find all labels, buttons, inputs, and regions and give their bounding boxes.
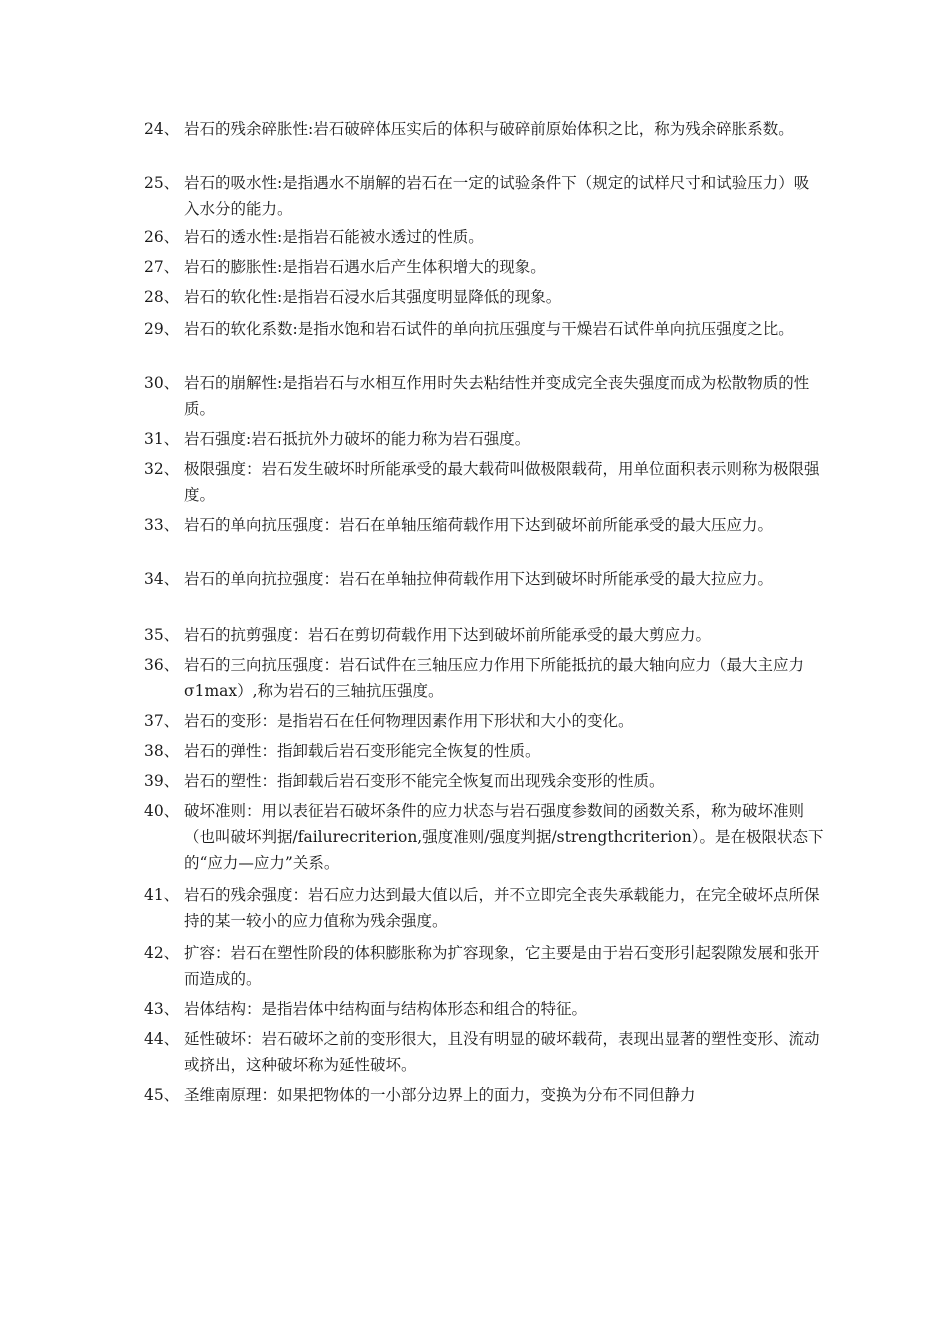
item-text: 岩石强度:岩石抵抗外力破坏的能力称为岩石强度。	[184, 430, 531, 448]
item-number: 25、	[144, 174, 180, 192]
item-number: 45、	[144, 1086, 180, 1104]
item-number: 36、	[144, 656, 180, 674]
list-item	[144, 224, 824, 250]
item-text: 岩石的单向抗拉强度：岩石在单轴拉伸荷载作用下达到破坏时所能承受的最大拉应力。	[184, 570, 774, 588]
item-number: 30、	[144, 374, 180, 392]
item-text: 岩体结构：是指岩体中结构面与结构体形态和组合的特征。	[184, 1000, 588, 1018]
list-item	[144, 512, 824, 538]
list-item	[144, 370, 824, 422]
item-text: 岩石的残余碎胀性:岩石破碎体压实后的体积与破碎前原始体积之比，称为残余碎胀系数。	[184, 120, 794, 138]
item-text: 破坏准则：用以表征岩石破坏条件的应力状态与岩石强度参数间的函数关系，称为破坏准则（也叫破坏判据/failurecriterion,强度准则/强度判据/strengthcriterion）。是在极限状态下的“应力—应力”关系。	[184, 802, 824, 872]
item-text: 圣维南原理：如果把物体的一小部分边界上的面力，变换为分布不同但静力	[184, 1086, 696, 1104]
item-number: 41、	[144, 886, 180, 904]
item-number: 43、	[144, 1000, 180, 1018]
item-text: 岩石的软化性:是指岩石浸水后其强度明显降低的现象。	[184, 288, 562, 306]
item-number: 34、	[144, 570, 180, 588]
item-number: 35、	[144, 626, 180, 644]
item-number: 27、	[144, 258, 180, 276]
list-item	[144, 254, 824, 280]
list-item	[144, 768, 824, 794]
list-item	[144, 622, 824, 648]
item-number: 44、	[144, 1030, 180, 1048]
item-text: 岩石的三向抗压强度：岩石试件在三轴压应力作用下所能抵抗的最大轴向应力（最大主应力σ1max）,称为岩石的三轴抗压强度。	[184, 656, 805, 700]
item-text: 岩石的残余强度：岩石应力达到最大值以后，并不立即完全丧失承载能力，在完全破坏点所保持的某一较小的应力值称为残余强度。	[184, 886, 820, 930]
item-text: 极限强度：岩石发生破坏时所能承受的最大载荷叫做极限载荷，用单位面积表示则称为极限强度。	[184, 460, 820, 504]
item-text: 岩石的透水性:是指岩石能被水透过的性质。	[184, 228, 484, 246]
list-item	[144, 652, 824, 704]
list-item	[144, 170, 824, 222]
item-text: 岩石的膨胀性:是指岩石遇水后产生体积增大的现象。	[184, 258, 546, 276]
item-text: 岩石的弹性：指卸载后岩石变形能完全恢复的性质。	[184, 742, 541, 760]
item-text: 岩石的变形：是指岩石在任何物理因素作用下形状和大小的变化。	[184, 712, 634, 730]
item-text: 岩石的崩解性:是指岩石与水相互作用时失去粘结性并变成完全丧失强度而成为松散物质的性质。	[184, 374, 810, 418]
item-number: 28、	[144, 288, 180, 306]
item-text: 延性破坏：岩石破坏之前的变形很大，且没有明显的破坏载荷，表现出显著的塑性变形、流动或挤出，这种破坏称为延性破坏。	[184, 1030, 820, 1074]
item-text: 岩石的单向抗压强度：岩石在单轴压缩荷载作用下达到破坏前所能承受的最大压应力。	[184, 516, 774, 534]
item-text: 扩容：岩石在塑性阶段的体积膨胀称为扩容现象，它主要是由于岩石变形引起裂隙发展和张开而造成的。	[184, 944, 820, 988]
item-number: 32、	[144, 460, 180, 478]
item-number: 31、	[144, 430, 180, 448]
item-number: 39、	[144, 772, 180, 790]
item-text: 岩石的软化系数:是指水饱和岩石试件的单向抗压强度与干燥岩石试件单向抗压强度之比。	[184, 320, 794, 338]
item-number: 42、	[144, 944, 180, 962]
item-number: 26、	[144, 228, 180, 246]
list-item	[144, 1026, 824, 1078]
item-text: 岩石的抗剪强度：岩石在剪切荷载作用下达到破坏前所能承受的最大剪应力。	[184, 626, 712, 644]
list-item	[144, 284, 824, 310]
list-item	[144, 316, 824, 342]
list-item	[144, 116, 824, 142]
list-item	[144, 798, 824, 876]
item-number: 40、	[144, 802, 180, 820]
item-number: 38、	[144, 742, 180, 760]
item-number: 24、	[144, 120, 180, 138]
list-item	[144, 738, 824, 764]
item-text: 岩石的吸水性:是指遇水不崩解的岩石在一定的试验条件下（规定的试样尺寸和试验压力）吸入水分的能力。	[184, 174, 810, 218]
list-item	[144, 1082, 824, 1108]
list-item	[144, 996, 824, 1022]
item-text: 岩石的塑性：指卸载后岩石变形不能完全恢复而出现残余变形的性质。	[184, 772, 665, 790]
list-item	[144, 566, 824, 592]
item-number: 37、	[144, 712, 180, 730]
list-item	[144, 426, 824, 452]
item-number: 33、	[144, 516, 180, 534]
list-item	[144, 708, 824, 734]
list-item	[144, 456, 824, 508]
list-item	[144, 940, 824, 992]
list-item	[144, 882, 824, 934]
item-number: 29、	[144, 320, 180, 338]
